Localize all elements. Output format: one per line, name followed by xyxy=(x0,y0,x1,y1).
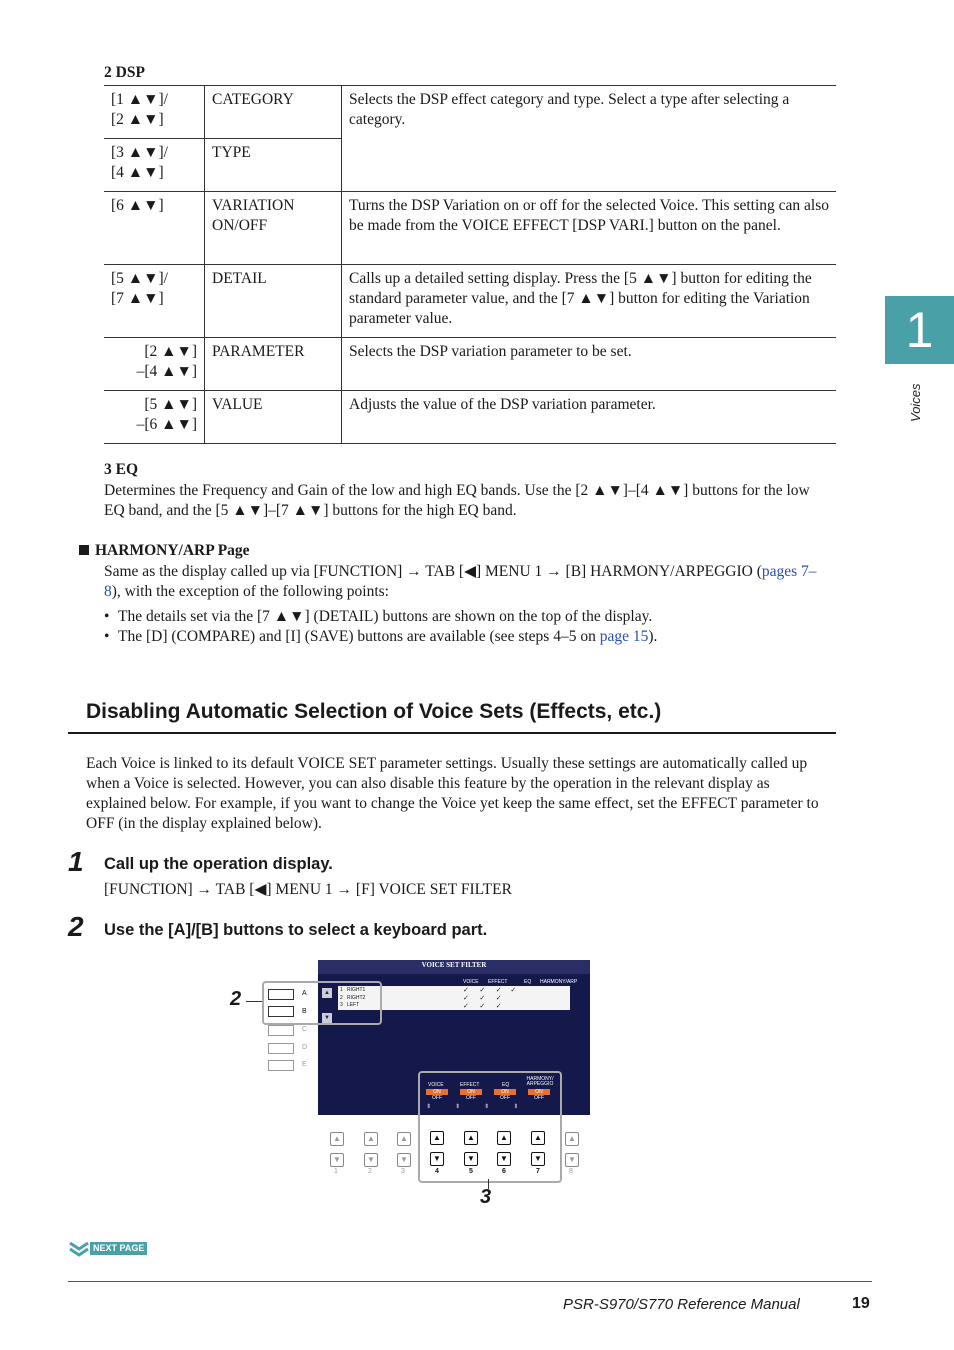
eq-heading: 3 EQ xyxy=(104,461,139,478)
key-5-up[interactable]: ▲ xyxy=(464,1131,478,1145)
button-keys: [1 ▲▼]/ [2 ▲▼] xyxy=(104,86,205,139)
part-name: LEFT xyxy=(347,1002,360,1008)
column-header: EQ xyxy=(524,979,532,985)
key-7-down[interactable]: ▼ xyxy=(531,1152,545,1166)
section-divider xyxy=(68,732,836,734)
param-on[interactable]: ON xyxy=(494,1089,516,1095)
step-number: 1 xyxy=(68,846,84,877)
harmony-description xyxy=(104,562,832,602)
scroll-up-icon[interactable]: ▲ xyxy=(322,988,332,998)
button-b[interactable] xyxy=(268,1006,294,1017)
chapter-label xyxy=(900,378,930,438)
button-label: D xyxy=(302,1044,308,1051)
section-intro: Each Voice is linked to its default VOICE SET parameter settings. Usually these settings are automatically called up when a Voice is selected. However, you can also disable this feature by the operation in the relevant display as explained below. For example, if you want to change the Voice yet keep the same effect, set the EFFECT parameter to OFF (in the display explained below). xyxy=(86,755,819,832)
parameter-name: VALUE xyxy=(205,391,342,444)
column-header: HARMONY/ARP xyxy=(540,979,578,985)
harmony-heading: HARMONY/ARP Page xyxy=(95,542,250,559)
callout-line xyxy=(246,1001,262,1002)
button-label: B xyxy=(302,1008,307,1015)
key-3-up[interactable]: ▲ xyxy=(397,1132,411,1146)
highlight-bottom-buttons xyxy=(418,1071,562,1183)
callout-number: 3 xyxy=(480,1186,492,1208)
param-off[interactable]: OFF xyxy=(466,1095,476,1101)
key-6-down[interactable]: ▼ xyxy=(497,1152,511,1166)
harmony-text-end: ), with the exception of the following points: xyxy=(111,583,389,600)
part-name: RIGHT2 xyxy=(347,995,366,1001)
step-path: [FUNCTION] → TAB [◀] MENU 1 → [F] VOICE SET FILTER xyxy=(104,881,512,898)
button-label: E xyxy=(302,1061,307,1068)
key-number: 5 xyxy=(469,1168,473,1175)
next-page-label[interactable]: NEXT PAGE xyxy=(90,1242,147,1255)
param-on[interactable]: ON xyxy=(460,1089,482,1095)
part-number: 2 xyxy=(340,995,343,1001)
bullet-text: The [D] (COMPARE) and [I] (SAVE) buttons are available (see steps 4–5 on xyxy=(118,628,600,645)
chapter-tab[interactable]: 1 xyxy=(885,296,954,364)
param-label: VOICE xyxy=(428,1082,444,1088)
button-a[interactable] xyxy=(268,989,294,1000)
key-7-up[interactable]: ▲ xyxy=(531,1131,545,1145)
harmony-text: Same as the display called up via [FUNCTION] → TAB [◀] MENU 1 → [B] HARMONY/ARPEGGIO ( xyxy=(104,563,762,580)
key-1-down[interactable]: ▼ xyxy=(330,1153,344,1167)
part-number: 1 xyxy=(340,987,343,993)
button-label: C xyxy=(302,1026,308,1033)
eq-description: Determines the Frequency and Gain of the low and high EQ bands. Use the [2 ▲▼]–[4 ▲▼] buttons for the low EQ band, and the [5 ▲▼]–[7 ▲▼] buttons for the high EQ band. xyxy=(104,482,810,519)
highlight-ab-buttons xyxy=(262,981,382,1025)
part-name: RIGHT1 xyxy=(347,987,366,993)
param-label: EFFECT xyxy=(460,1082,480,1088)
table-row xyxy=(104,192,836,265)
parameter-description: Adjusts the value of the DSP variation parameter. xyxy=(342,391,837,444)
table-row xyxy=(104,391,836,444)
key-number: 7 xyxy=(536,1168,540,1175)
button-d[interactable] xyxy=(268,1043,294,1054)
parameter-description: Turns the DSP Variation on or off for the selected Voice. This setting can also be made from the VOICE EFFECT [DSP VARI.] button on the panel. xyxy=(342,192,837,265)
chapter-label-text: Voices xyxy=(908,383,923,422)
dsp-parameter-table xyxy=(104,85,836,444)
key-8-up[interactable]: ▲ xyxy=(565,1132,579,1146)
parameter-description: Selects the DSP variation parameter to be set. xyxy=(342,338,837,391)
callout-number: 2 xyxy=(230,988,242,1010)
parameter-name: PARAMETER xyxy=(205,338,342,391)
table-row xyxy=(104,265,836,338)
key-number: 2 xyxy=(368,1168,372,1175)
bullet-dot: • xyxy=(104,608,110,625)
footer-divider xyxy=(68,1281,872,1282)
parameter-name: DETAIL xyxy=(205,265,342,338)
screen-title: VOICE SET FILTER xyxy=(318,960,590,974)
param-off[interactable]: OFF xyxy=(534,1095,544,1101)
button-e[interactable] xyxy=(268,1060,294,1071)
key-4-up[interactable]: ▲ xyxy=(430,1131,444,1145)
page-number: 19 xyxy=(852,1295,870,1312)
pages-link[interactable]: pages 7–8 xyxy=(104,563,817,600)
column-header: VOICE xyxy=(463,979,479,985)
scroll-down-icon[interactable]: ▼ xyxy=(322,1013,332,1023)
key-5-down[interactable]: ▼ xyxy=(464,1152,478,1166)
bullet-item xyxy=(118,627,832,647)
parameter-description: Calls up a detailed setting display. Press the [5 ▲▼] button for editing the standard parameter value, and the [7 ▲▼] button for editing the Variation parameter value. xyxy=(342,265,837,338)
param-on[interactable]: ON xyxy=(426,1089,448,1095)
bullet-text-end: ). xyxy=(648,628,658,645)
param-on[interactable]: ON xyxy=(528,1089,550,1095)
table-row xyxy=(104,86,836,139)
param-arrows-icon: ⇕⇕⇕⇕ xyxy=(426,1104,543,1110)
key-number: 8 xyxy=(569,1168,573,1175)
step-title: Use the [A]/[B] buttons to select a keyboard part. xyxy=(104,921,488,939)
square-bullet-icon xyxy=(79,545,89,555)
bullet-item: The details set via the [7 ▲▼] (DETAIL) buttons are shown on the top of the display. xyxy=(118,608,653,625)
step-title: Call up the operation display. xyxy=(104,855,333,873)
section-title: Disabling Automatic Selection of Voice Sets (Effects, etc.) xyxy=(86,700,662,723)
key-3-down[interactable]: ▼ xyxy=(397,1153,411,1167)
key-6-up[interactable]: ▲ xyxy=(497,1131,511,1145)
key-1-up[interactable]: ▲ xyxy=(330,1132,344,1146)
button-keys: [6 ▲▼] xyxy=(104,192,205,265)
param-off[interactable]: OFF xyxy=(432,1095,442,1101)
parameter-name: VARIATION ON/OFF xyxy=(205,192,342,265)
key-number: 6 xyxy=(502,1168,506,1175)
manual-title: PSR-S970/S770 Reference Manual xyxy=(563,1296,800,1313)
column-header: EFFECT xyxy=(488,979,508,985)
key-2-down[interactable]: ▼ xyxy=(364,1153,378,1167)
param-label: HARMONY/ ARPEGGIO xyxy=(526,1076,554,1087)
dsp-heading: 2 DSP xyxy=(104,64,145,81)
button-label: A xyxy=(302,990,307,997)
next-page-arrow-icon xyxy=(68,1241,90,1259)
bullet-dot: • xyxy=(104,628,110,645)
key-4-down[interactable]: ▼ xyxy=(430,1152,444,1166)
key-number: 3 xyxy=(401,1168,405,1175)
page-link[interactable]: page 15 xyxy=(599,628,649,645)
table-row xyxy=(104,338,836,391)
parameter-name: TYPE xyxy=(205,139,342,192)
part-number: 3 xyxy=(340,1002,343,1008)
parameter-description: Selects the DSP effect category and type. Select a type after selecting a category. xyxy=(342,86,837,192)
button-keys: [3 ▲▼]/ [4 ▲▼] xyxy=(104,139,205,192)
param-label: EQ xyxy=(502,1082,510,1088)
button-keys: [5 ▲▼] –[6 ▲▼] xyxy=(104,391,205,444)
key-8-down[interactable]: ▼ xyxy=(565,1153,579,1167)
button-c[interactable] xyxy=(268,1025,294,1036)
check-icons: ✓ ✓ ✓ ✓ ✓ ✓ ✓ ✓ ✓ ✓ xyxy=(463,986,517,1010)
parameter-name: CATEGORY xyxy=(205,86,342,139)
button-keys: [2 ▲▼] –[4 ▲▼] xyxy=(104,338,205,391)
key-number: 1 xyxy=(334,1168,338,1175)
param-off[interactable]: OFF xyxy=(500,1095,510,1101)
key-number: 4 xyxy=(435,1168,439,1175)
key-2-up[interactable]: ▲ xyxy=(364,1132,378,1146)
step-number: 2 xyxy=(68,911,84,942)
button-keys: [5 ▲▼]/ [7 ▲▼] xyxy=(104,265,205,338)
